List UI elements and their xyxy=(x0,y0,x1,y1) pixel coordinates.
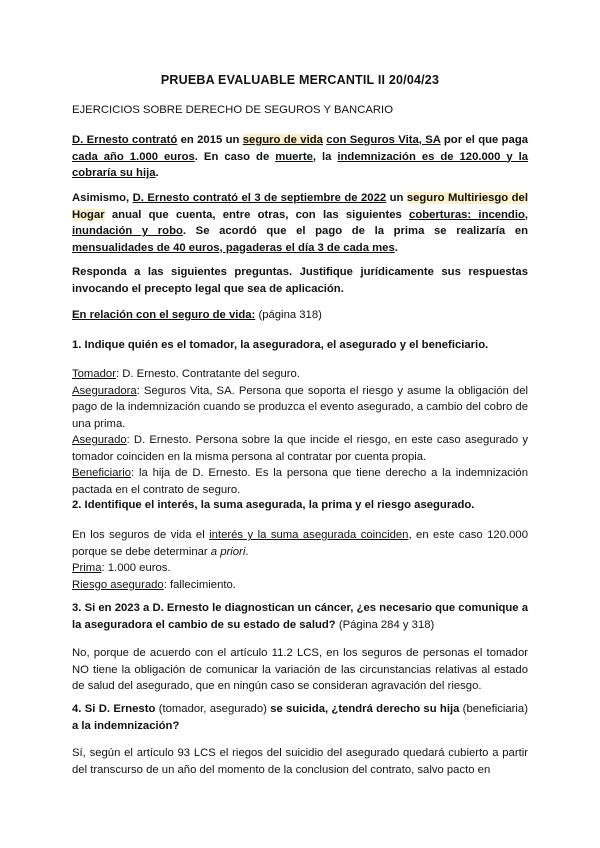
answer2-a3: , en este caso 120.000 porque se debe determinar xyxy=(72,529,528,558)
case2-s8: . Se acordó que el pago de la prima se realizaría en xyxy=(182,225,528,237)
answer-3: No, porque de acuerdo con el artículo 11.2 LCS, en los seguros de personas el tomador NO tiene la obligación de comunicar la variación de las circunstancias relativas al estado de salud del asegurado, que en ningún caso se consideran agravación del riesgo. xyxy=(72,647,528,692)
question4-b: (tomador, asegurado) xyxy=(155,703,271,715)
case2-s9: mensualidades de 40 euros, pagaderas el día 3 de cada mes xyxy=(72,241,395,254)
instruction-paragraph: Responda a las siguientes preguntas. Justifique jurídicamente sus respuestas invocando el precepto legal que sea de aplicación. xyxy=(72,266,528,295)
aseguradora-label: Aseguradora xyxy=(72,384,137,397)
case1-s5: con Seguros Vita, SA xyxy=(326,134,441,146)
question-1: 1. Indique quién es el tomador, la aseguradora, el asegurado y el beneficiario. xyxy=(72,339,489,351)
question-4 xyxy=(72,701,528,734)
question4-d: (beneficiaria) xyxy=(459,703,528,715)
case2-s10: . xyxy=(394,241,398,254)
asegurado-text: : D. Ernesto. Persona sobre la que incide el riesgo, en este caso asegurado y tomador coinciden en la misma persona al contratar por cuenta propia. xyxy=(72,434,528,463)
case1-s9: muerte xyxy=(275,150,313,163)
tomador-label: Tomador xyxy=(72,368,116,380)
question4-e: a la indemnización? xyxy=(72,719,180,732)
beneficiario-label: Beneficiario xyxy=(72,467,132,479)
answer2-a4: a priori xyxy=(210,545,246,558)
answer-2 xyxy=(72,527,528,593)
case-home-insurance xyxy=(72,190,528,256)
question-2: 2. Identifique el interés, la suma asegurada, la prima y el riesgo asegurado. xyxy=(72,499,475,511)
case2-s5: Multiriesgo del Hogar xyxy=(72,192,528,221)
case1-s1: D. Ernesto contrató xyxy=(72,134,178,146)
document-page xyxy=(72,0,528,848)
document-subtitle: EJERCICIOS SOBRE DERECHO DE SEGUROS Y BANCARIO xyxy=(72,104,393,116)
case2-s1: Asimismo, xyxy=(72,192,133,204)
case2-s2: D. Ernesto contrató el 3 de septiembre de 2022 xyxy=(132,192,387,204)
case2-s3: un xyxy=(386,192,407,204)
aseguradora-text: : Seguros Vita, SA. Persona que soporta el riesgo y asume la obligación del pago de la indemnización cuando se produzca el evento asegurado, a cambio del cobro de una prima. xyxy=(72,384,528,430)
answer2-a2: interés y la suma asegurada coinciden xyxy=(209,529,409,541)
document-title: PRUEBA EVALUABLE MERCANTIL II 20/04/23 xyxy=(160,73,440,87)
answer2-a1: En los seguros de vida el xyxy=(72,529,210,541)
case2-s7: coberturas: incendio, inundación y robo xyxy=(72,208,529,237)
case1-s3: seguro de vida xyxy=(242,134,323,146)
question3-page-ref: (Página 284 y 318) xyxy=(335,618,435,631)
answer2-a5: . xyxy=(245,545,249,558)
tomador-text: : D. Ernesto. Contratante del seguro. xyxy=(115,368,300,380)
question4-c: se suicida, ¿tendrá derecho su hija xyxy=(270,703,460,715)
section-heading xyxy=(72,307,528,324)
answer-4: Sí, según el artículo 93 LCS el riegos del suicidio del asegurado quedará cubierto a partir del transcurso de un año del momento de la conclusion del contrato, salvo pacto en xyxy=(72,747,528,776)
question-3 xyxy=(72,600,528,633)
case1-s8: . En caso de xyxy=(194,150,276,163)
asegurado-label: Asegurado xyxy=(72,434,127,446)
section-page-ref: (página 318) xyxy=(255,309,322,321)
case1-s7: cada año 1.000 euros xyxy=(72,150,195,163)
case1-s6: por el que paga xyxy=(440,134,529,146)
case2-s6: anual que cuenta, entre otras, con las siguientes xyxy=(104,208,410,221)
prima-label: Prima xyxy=(72,562,102,574)
section-label: En relación con el seguro de vida: xyxy=(72,309,256,321)
case1-s10: , la xyxy=(312,150,338,163)
case2-s4: seguro xyxy=(406,192,445,204)
prima-text: : 1.000 euros. xyxy=(101,562,171,574)
question4-a: 4. Si D. Ernesto xyxy=(72,703,156,715)
question3-text: 3. Si en 2023 a D. Ernesto le diagnostican un cáncer, ¿es necesario que comunique a la aseguradora el cambio de su estado de salud? xyxy=(72,602,528,631)
riesgo-text: : fallecimiento. xyxy=(163,578,236,591)
case1-s11: indemnización es de 120.000 y la cobraría su hija xyxy=(72,150,529,179)
case1-s12: . xyxy=(155,167,159,179)
case-life-insurance xyxy=(72,132,528,182)
beneficiario-text: : la hija de D. Ernesto. Es la persona que tiene derecho a la indemnización pactada en el contrato de seguro. xyxy=(72,467,528,496)
answer-1 xyxy=(72,366,528,498)
case1-s2: en 2015 un xyxy=(177,134,243,146)
riesgo-label: Riesgo asegurado xyxy=(72,578,164,591)
